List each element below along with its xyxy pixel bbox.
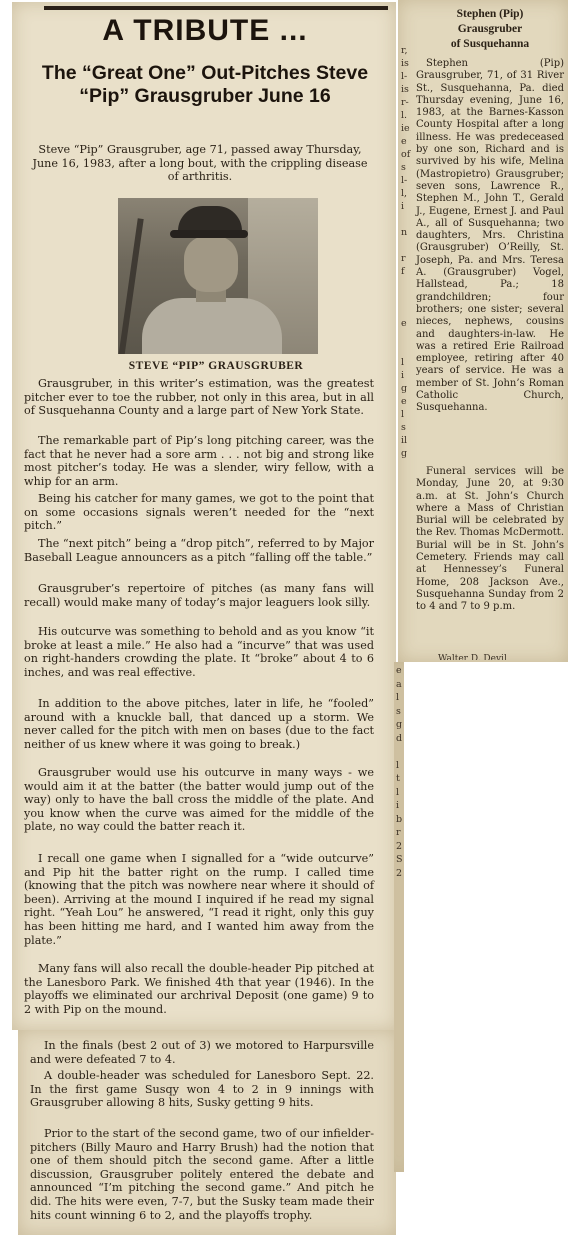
obituary-body: Stephen (Pip) Grausgruber, 71, of 31 River St., Susquehanna, Pa. died Thursday evening, June 16, 1983, at the Barnes-Kasson County Hospital after a long illness. He was predeceased by one son, Richard and is survived by his wife, Melina (Mastropietro) Grausgruber; seven sons, Lawrence R., Stephen M., John T., Gerald J., Eugene, Ernest J. and Paul A., all of Susquehanna; two daughters, Mrs. Christina (Grausgruber) O’Reilly, St. Joseph, Pa. and Mrs. Teresa A. (Grausgruber) Vogel, Hallstead, Pa.; 18 grandchildren; four brothers; one sister; several nieces, nephews, cousins and daughters-in-law. He was a retired Erie Railroad employee, retiring after 40 years of service. He was a member of St. John’s Roman Catholic Church, Susquehanna. <box>416 58 564 414</box>
portrait-photo <box>118 198 318 354</box>
article-paragraph: His outcurve was something to behold and as you know “it broke at least a mile.” He also had a “incurve” that was used on right-handers crowding the plate. It “broke” about 4 to 6 inches, and was real effective. <box>24 625 374 679</box>
article-paragraph: Grausgruber would use his outcurve in many ways - we would aim it at the batter (the batter would jump out of the way) only to have the ball cross the middle of the plate. And you know when the curve was aimed for the middle of the plate, no way could the batter reach it. <box>24 766 374 834</box>
photo-caption: STEVE “PIP” GRAUSGRUBER <box>128 360 304 372</box>
obituary-name: Stephen (Pip) Grausgruber of Susquehanna <box>450 8 530 50</box>
torn-column-fragment: e a l s g d l t l i b r 2 S 2 <box>396 665 403 879</box>
article-paragraph: The “next pitch” being a “drop pitch”, referred to by Major Baseball League announcers as a pitch “falling off the table.” <box>24 537 374 564</box>
article-paragraph: In addition to the above pitches, later in life, he “fooled” around with a knuckle ball, that danced up a storm. We never called for the pitch with men on bases (due to the fact neither of us knew where it was going to break.) <box>24 697 374 751</box>
article-paragraph: I recall one game when I signalled for a “wide outcurve” and Pip hit the batter right on the rump. I called time (knowing that the pitch was nowhere near where it should of been). Arriving at the mound I inquired if he read my signal right. “Yeah Lou” he answered, “I read it right, only this guy has been hitting me hard, and I wanted him away from the plate.” <box>24 852 374 947</box>
article-paragraph: In the finals (best 2 out of 3) we motored to Harpursville and were defeated 7 to 4. <box>30 1039 374 1066</box>
subheadline: The “Great One” Out-Pitches Steve “Pip” Grausgruber June 16 <box>41 62 369 107</box>
top-rule <box>44 6 388 10</box>
article-paragraph: Grausgruber’s repertoire of pitches (as many fans will recall) would make many of today’s major leaguers look silly. <box>24 582 374 609</box>
torn-column-fragment: r, is l- is r- l. ie e of s l- l, i n r f e l i g e l s il g <box>401 45 411 459</box>
article-paragraph: The remarkable part of Pip’s long pitching career, was the fact that he never had a sore arm . . . not big and strong like most pitcher’s today. He was a slender, wiry fellow, with a whip for an arm. <box>24 434 374 488</box>
article-paragraph: Prior to the start of the second game, two of our infielder-pitchers (Billy Mauro and Harry Brush) had the notion that one of them should pitch the second game. After a little discussion, Grausgruber politely entered the debate and announced “I’m pitching the second game.” And pitch he did. The hits were even, 7-7, but the Susky team made their hits count winning 6 to 2, and the playoffs trophy. <box>30 1127 374 1222</box>
article-paragraph: Grausgruber, in this writer’s estimation, was the greatest pitcher ever to toe the rubber, not only in this area, but in all of Susquehanna County and a large part of New York State. <box>24 377 374 418</box>
obituary-cut-off-heading: Walter D. Devil <box>438 654 507 660</box>
headline: A TRIBUTE ... <box>102 14 308 47</box>
article-paragraph: A double-header was scheduled for Lanesboro Sept. 22. In the first game Susqy won 4 to 2 in 9 innings with Grausgruber allowing 8 hits, Susky getting 9 hits. <box>30 1069 374 1110</box>
obituary-services: Funeral services will be Monday, June 20, at 9:30 a.m. at St. John’s Church where a Mass of Christian Burial will be celebrated by the Rev. Thomas McDermott. Burial will be in St. John’s Cemetery. Friends may call at Hennessey’s Funeral Home, 208 Jackson Ave., Susquehanna Sunday from 2 to 4 and 7 to 9 p.m. <box>416 466 564 613</box>
intro-paragraph: Steve “Pip” Grausgruber, age 71, passed away Thursday, June 16, 1983, after a long bout, with the crippling disease of arthritis. <box>32 143 368 184</box>
article-paragraph: Being his catcher for many games, we got to the point that on some occasions signals weren’t needed for the “next pitch.” <box>24 492 374 533</box>
article-paragraph: Many fans will also recall the double-header Pip pitched at the Lanesboro Park. We finished 4th that year (1946). In the playoffs we eliminated our archrival Deposit (one game) 9 to 2 with Pip on the mound. <box>24 962 374 1016</box>
